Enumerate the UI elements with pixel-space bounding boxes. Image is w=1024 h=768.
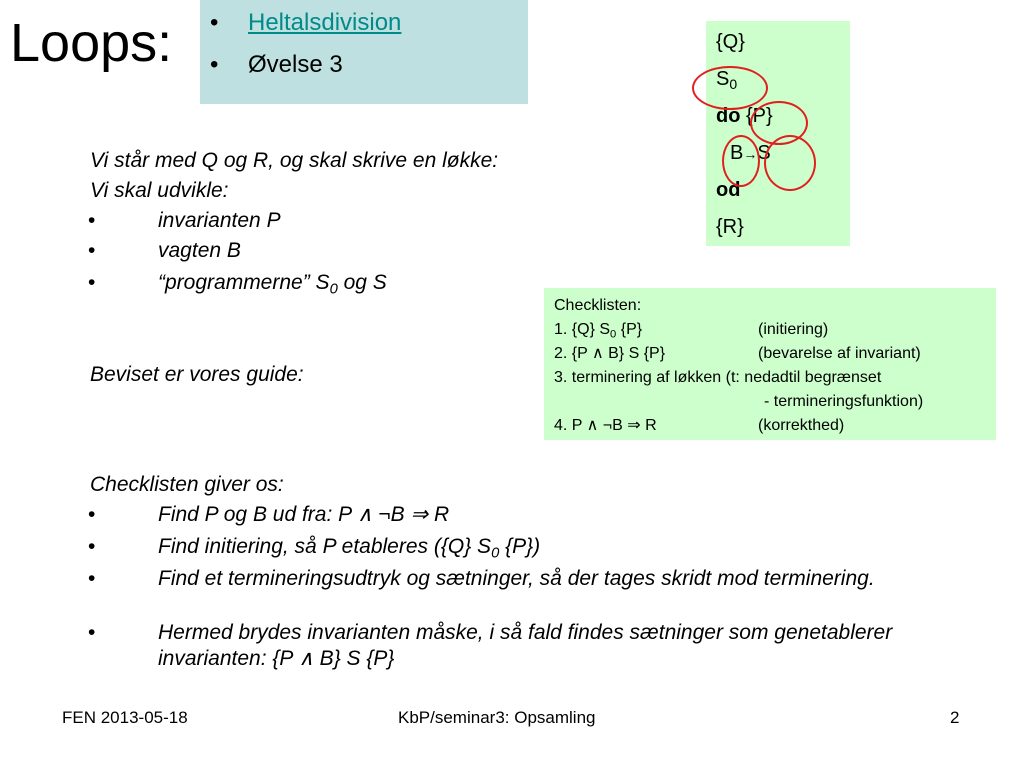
- bullet: •: [88, 239, 96, 262]
- precondition: {Q}: [716, 31, 745, 53]
- checklist-1-note: (initiering): [758, 321, 829, 338]
- postcondition: {R}: [716, 216, 744, 238]
- invariant: {P}: [746, 105, 773, 127]
- checklist-2-note: (bevarelse af invariant): [758, 345, 921, 362]
- list-item-text: Hermed brydes invarianten måske, i så fald findes sætninger som genetablerer invarianten: {P ∧ B} S {P}: [158, 621, 893, 670]
- bullet: •: [88, 209, 96, 232]
- init-text-end: {P}): [499, 535, 541, 558]
- checklist-item-4: [554, 416, 845, 436]
- programs-suffix: og S: [337, 271, 387, 294]
- checklist-item-3: 3. terminering af løkken (t: nedadtil begrænset: [554, 369, 882, 386]
- intro-line-1: Vi står med Q og R, og skal skrive en løkke:: [90, 149, 499, 172]
- init-s: S: [716, 68, 730, 90]
- do-keyword: do: [716, 105, 741, 127]
- od-keyword: od: [716, 179, 741, 201]
- intro-line-2: Vi skal udvikle:: [90, 179, 229, 202]
- bullet: •: [88, 535, 96, 558]
- highlight-circle-init: [692, 66, 768, 110]
- init-sub: 0: [729, 76, 738, 93]
- init-text: Find initiering, så P etableres ({Q} S: [158, 535, 492, 558]
- guide-line: Beviset er vores guide:: [90, 363, 304, 386]
- subscript: 0: [329, 281, 338, 298]
- bullet: •: [210, 51, 219, 78]
- checklist-item-1: [554, 320, 829, 341]
- list-item-text: invarianten P: [158, 209, 281, 232]
- subscript: 0: [610, 328, 617, 341]
- checklist-1-a: 1. {Q} S: [554, 321, 611, 338]
- bullet: •: [88, 271, 96, 294]
- checklist-box: [544, 288, 996, 440]
- slide-title: Loops:: [10, 13, 173, 73]
- bullet: •: [88, 503, 96, 526]
- list-item-text: vagten B: [158, 239, 241, 262]
- list-item-text: Find P og B ud fra: P ∧ ¬B ⇒ R: [158, 503, 450, 526]
- page-number: 2: [950, 708, 960, 727]
- checklist-4-note: (korrekthed): [758, 417, 845, 434]
- footer-title: KbP/seminar3: Opsamling: [398, 708, 596, 727]
- guard-s: S: [757, 142, 771, 164]
- programs-label: “programmerne” S: [158, 271, 330, 294]
- bullet: •: [88, 621, 96, 644]
- gives-heading: Checklisten giver os:: [90, 473, 284, 496]
- subscript: 0: [491, 545, 500, 562]
- checklist-1-b: {P}: [616, 321, 643, 338]
- highlight-circle-guard: [722, 135, 760, 187]
- footer-date: FEN 2013-05-18: [62, 708, 188, 727]
- bullet: •: [210, 9, 219, 36]
- heltalsdivision-link[interactable]: Heltalsdivision: [248, 9, 402, 36]
- checklist-2-a: 2. {P ∧ B} S {P}: [554, 345, 666, 362]
- list-item-text: [158, 534, 938, 560]
- highlight-circle-body: [764, 135, 816, 191]
- arrow-icon: →: [743, 146, 758, 162]
- list-item-text: Find et termineringsudtryk og sætninger, så der tages skridt mod terminering.: [158, 567, 875, 590]
- guard-b: B: [730, 142, 744, 164]
- ovelse-label: Øvelse 3: [248, 51, 343, 78]
- nav-box: [200, 0, 528, 104]
- checklist-item-3-cont: - termineringsfunktion): [764, 393, 924, 410]
- checklist-heading: Checklisten:: [554, 297, 642, 314]
- checklist-item-2: [554, 344, 921, 364]
- bullet: •: [88, 567, 96, 590]
- checklist-4-a: 4. P ∧ ¬B ⇒ R: [554, 417, 657, 434]
